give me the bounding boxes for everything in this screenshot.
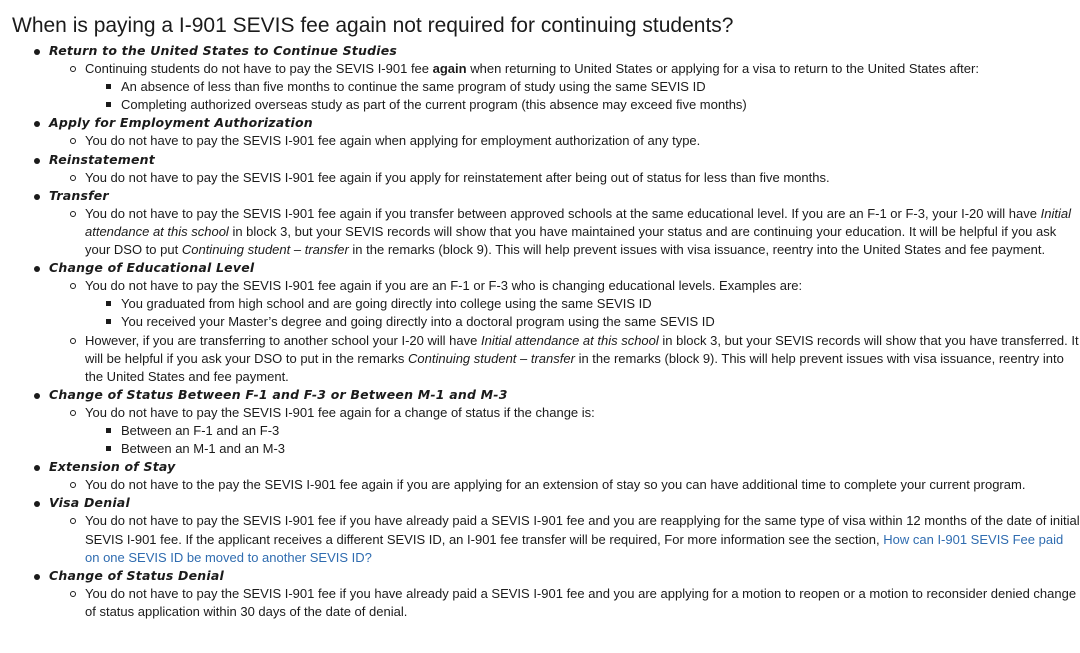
list-item: Between an F-1 and an F-3: [85, 422, 1080, 440]
topic-heading: Transfer: [49, 187, 109, 203]
list-item: You do not have to pay the SEVIS I-901 fee if you have already paid a SEVIS I-901 fee and you are reapplying for the same type of visa within 12 months of the date of initial SEVIS I-901 fee. If the applicant receives a different SEVIS ID, an I-901 fee transfer will be required, For more information see the section, How can I-901 SEVIS Fee paid on one SEVIS ID be moved to another SEVIS ID?: [49, 512, 1080, 566]
topic-status-denial: [12, 567, 1080, 621]
list-item: Completing authorized overseas study as part of the current program (this absence may exceed five months): [85, 96, 1080, 114]
topic-heading: Visa Denial: [49, 495, 130, 511]
list-item: You do not have to pay the SEVIS I-901 fee again for a change of status if the change is: Between an F-1 and an F-3 Between an M-1 and an M-3: [49, 404, 1080, 458]
topic-heading: Extension of Stay: [49, 459, 176, 475]
topic-heading: Change of Status Between F-1 and F-3 or Between M-1 and M-3: [49, 386, 508, 402]
list-item: However, if you are transferring to another school your I-20 will have Initial attendance at this school in block 3, but your SEVIS records will show that you have transferred. It will be helpful if you ask your DSO to put in the remarks Continuing student – transfer in the remarks (block 9). This will help prevent issues with visa issuance, reentry into the United States and fee payment.: [49, 332, 1080, 386]
list-item: You do not have to pay the SEVIS I-901 fee again when applying for employment authorization of any type.: [49, 132, 1080, 150]
list-item: An absence of less than five months to continue the same program of study using the same SEVIS ID: [85, 78, 1080, 96]
list-item: You do not have to pay the SEVIS I-901 fee again if you are an F-1 or F-3 who is changing educational levels. Examples are: You graduated from high school and are going directly into college using the same SEVIS ID You received your Master’s degree and going directly into a doctoral program using the same SEVIS ID: [49, 277, 1080, 331]
list-item: You graduated from high school and are going directly into college using the same SEVIS ID: [85, 295, 1080, 313]
list-item: Between an M-1 and an M-3: [85, 440, 1080, 458]
list-item: You do not have to pay the SEVIS I-901 fee again if you transfer between approved schools at the same educational level. If you are an F-1 or F-3, your I-20 will have Initial attendance at this school in block 3, but your SEVIS records will show that you have maintained your status and are continuing your education. It will be helpful if you ask your DSO to put Continuing student – transfer in the remarks (block 9). This will help prevent issues with visa issuance, reentry into the United States and fee payment.: [49, 205, 1080, 259]
list-item: You received your Master’s degree and going directly into a doctoral program using the same SEVIS ID: [85, 313, 1080, 331]
topic-reinstatement: [12, 151, 1080, 187]
list-item: You do not have to pay the SEVIS I-901 fee if you have already paid a SEVIS I-901 fee and you are applying for a motion to reopen or a motion to reconsider denied change of status application within 30 days of the date of denial.: [49, 585, 1080, 621]
topic-heading: Return to the United States to Continue Studies: [49, 43, 398, 58]
list-item: You do not have to the pay the SEVIS I-901 fee again if you are applying for an extension of stay so you can have additional time to complete your current program.: [49, 476, 1080, 494]
topic-change-of-status: [12, 386, 1080, 458]
topic-education: [12, 259, 1080, 386]
list-item: You do not have to pay the SEVIS I-901 fee again if you apply for reinstatement after being out of status for less than five months.: [49, 169, 1080, 187]
topic-list: [12, 42, 1080, 621]
topic-return: [12, 42, 1080, 114]
topic-employment: [12, 114, 1080, 150]
list-item: Continuing students do not have to pay the SEVIS I-901 fee again when returning to United States or applying for a visa to return to the United States after: An absence of less than five months to continue the same program of study using the same SEVIS ID Completing authorized overseas study as part of the current program (this absence may exceed five months): [49, 60, 1080, 114]
topic-extension: [12, 458, 1080, 494]
topic-visa-denial: [12, 494, 1080, 566]
topic-heading: Change of Educational Level: [49, 260, 255, 276]
topic-transfer: [12, 187, 1080, 259]
fee-transfer-link[interactable]: How can I-901 SEVIS Fee paid on one SEVIS ID be moved to another SEVIS ID?: [85, 531, 1064, 565]
topic-heading: Change of Status Denial: [49, 567, 224, 583]
page-title: When is paying a I-901 SEVIS fee again not required for continuing students?: [12, 14, 734, 37]
topic-heading: Reinstatement: [49, 151, 155, 167]
topic-heading: Apply for Employment Authorization: [49, 115, 313, 131]
